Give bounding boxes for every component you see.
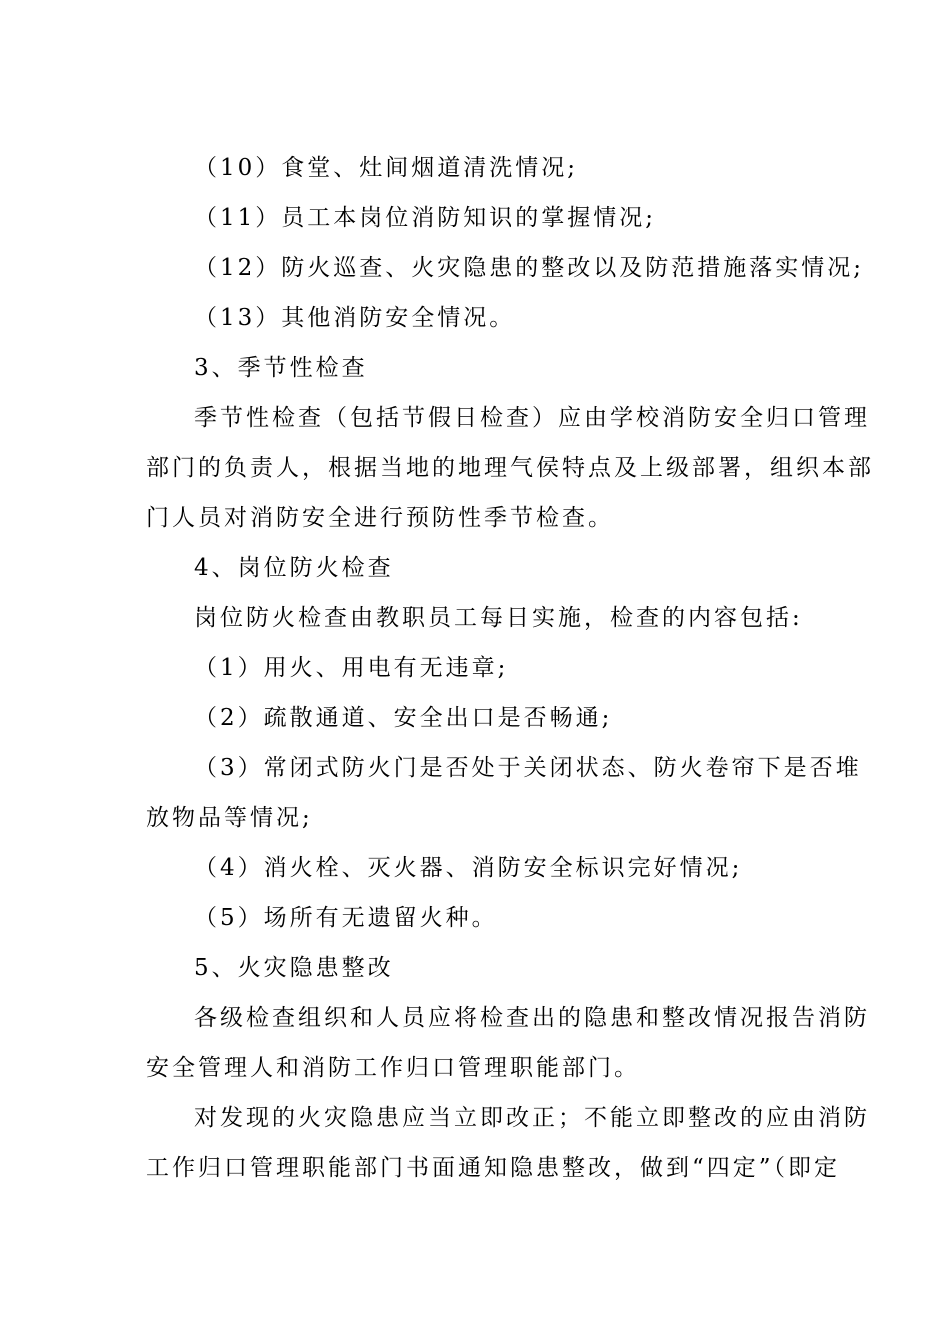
section-heading-4: 4、岗位防火检查	[194, 555, 394, 581]
list-item-10: （10）食堂、灶间烟道清洗情况;	[194, 155, 579, 181]
list-item-3-continued: 放物品等情况;	[146, 805, 313, 831]
section-heading-3: 3、季节性检查	[194, 355, 368, 381]
list-item-13: （13）其他消防安全情况。	[194, 305, 516, 331]
paragraph-line: 对发现的火灾隐患应当立即改正；不能立即整改的应由消防	[194, 1105, 870, 1131]
paragraph-line: 安全管理人和消防工作归口管理职能部门。	[146, 1055, 640, 1081]
list-item-3: （3）常闭式防火门是否处于关闭状态、防火卷帘下是否堆	[194, 755, 862, 781]
list-item-11: （11）员工本岗位消防知识的掌握情况;	[194, 205, 657, 231]
list-item-2: （2）疏散通道、安全出口是否畅通;	[194, 705, 613, 731]
paragraph-line: 门人员对消防安全进行预防性季节检查。	[146, 505, 614, 531]
paragraph-line: 工作归口管理职能部门书面通知隐患整改，做到“四定”（即定	[146, 1155, 841, 1181]
list-item-5: （5）场所有无遗留火种。	[194, 905, 498, 931]
paragraph-line: 部门的负责人，根据当地的地理气侯特点及上级部署，组织本部	[146, 455, 874, 481]
list-item-4: （4）消火栓、灭火器、消防安全标识完好情况;	[194, 855, 743, 881]
list-item-12: （12）防火巡查、火灾隐患的整改以及防范措施落实情况;	[194, 255, 865, 281]
section-heading-5: 5、火灾隐患整改	[194, 955, 394, 981]
paragraph-line: 季节性检查（包括节假日检查）应由学校消防安全归口管理	[194, 405, 870, 431]
paragraph-line: 各级检查组织和人员应将检查出的隐患和整改情况报告消防	[194, 1005, 870, 1031]
list-item-1: （1）用火、用电有无违章;	[194, 655, 509, 681]
paragraph-line: 岗位防火检查由教职员工每日实施，检查的内容包括:	[194, 605, 803, 631]
